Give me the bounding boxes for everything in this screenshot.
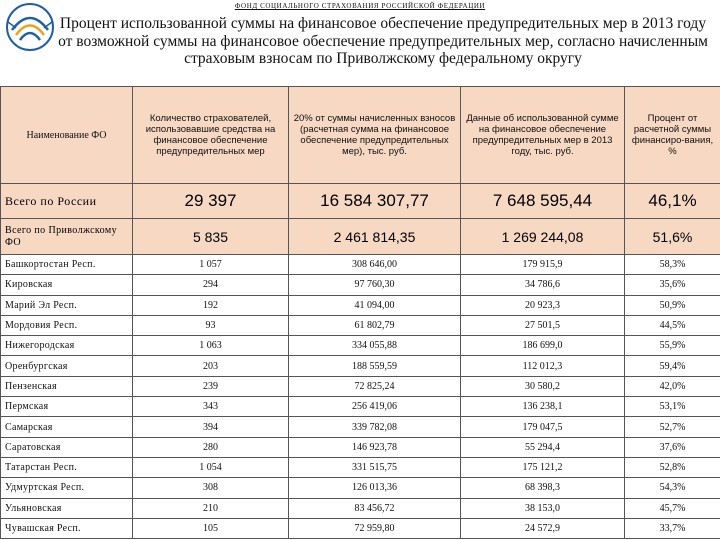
column-header-percent: Процент от расчетной суммы финансиро-вания, % — [625, 87, 720, 184]
row-name: Всего по России — [1, 184, 133, 219]
row-percent: 52,8% — [625, 457, 720, 477]
row-percent: 44,5% — [625, 315, 720, 335]
row-calculated-sum: 61 802,79 — [289, 315, 461, 335]
row-calculated-sum: 97 760,30 — [289, 275, 461, 295]
row-used-sum: 179 047,5 — [461, 417, 625, 437]
table-row — [1, 356, 720, 376]
table-row — [1, 457, 720, 477]
table-row — [1, 498, 720, 518]
row-percent: 51,6% — [625, 219, 720, 255]
table-row — [1, 295, 720, 315]
table-header-row — [1, 87, 720, 184]
row-percent: 50,9% — [625, 295, 720, 315]
row-used-sum: 136 238,1 — [461, 397, 625, 417]
row-percent: 45,7% — [625, 498, 720, 518]
table-row — [1, 417, 720, 437]
row-name: Ульяновская — [1, 498, 133, 518]
page-title: Процент использованной суммы на финансовое обеспечение предупредительных мер в 2013 году от возможной суммы на финансовое обеспечение предупредительных мер, согласно начисленным страховым взносам по Приволжскому федеральному округу — [58, 15, 708, 67]
row-count: 105 — [133, 518, 289, 538]
row-name: Оренбургская — [1, 356, 133, 376]
table-row — [1, 376, 720, 396]
column-header-count: Количество страхователей, использовавшие средства на финансовое обеспечение предупредительных мер — [133, 87, 289, 184]
table-row — [1, 255, 720, 275]
column-header-used-sum: Данные об использованной сумме на финансовое обеспечение предупредительных мер в 2013 году, тыс. руб. — [461, 87, 625, 184]
row-calculated-sum: 308 646,00 — [289, 255, 461, 275]
row-used-sum: 34 786,6 — [461, 275, 625, 295]
page-header — [0, 0, 720, 88]
row-name: Кировская — [1, 275, 133, 295]
row-name: Марий Эл Респ. — [1, 295, 133, 315]
table-row — [1, 397, 720, 417]
row-used-sum: 179 915,9 — [461, 255, 625, 275]
row-calculated-sum: 72 825,24 — [289, 376, 461, 396]
row-calculated-sum: 83 456,72 — [289, 498, 461, 518]
row-count: 1 063 — [133, 336, 289, 356]
table-row — [1, 478, 720, 498]
row-name: Всего по Приволжскому ФО — [1, 219, 133, 255]
column-header-calculated-sum: 20% от суммы начисленных взносов (расчетная сумма на финансовое обеспечение предупредительных мер), тыс. руб. — [289, 87, 461, 184]
row-calculated-sum: 41 094,00 — [289, 295, 461, 315]
total-volga-row — [1, 219, 720, 255]
row-calculated-sum: 339 782,08 — [289, 417, 461, 437]
row-calculated-sum: 188 559,59 — [289, 356, 461, 376]
row-used-sum: 30 580,2 — [461, 376, 625, 396]
row-name: Пермская — [1, 397, 133, 417]
row-used-sum: 7 648 595,44 — [461, 184, 625, 219]
row-name: Удмуртская Респ. — [1, 478, 133, 498]
row-name: Нижегородская — [1, 336, 133, 356]
row-name: Саратовская — [1, 437, 133, 457]
row-used-sum: 20 923,3 — [461, 295, 625, 315]
row-percent: 52,7% — [625, 417, 720, 437]
row-used-sum: 112 012,3 — [461, 356, 625, 376]
row-name: Мордовия Респ. — [1, 315, 133, 335]
total-russia-row — [1, 184, 720, 219]
row-calculated-sum: 72 959,80 — [289, 518, 461, 538]
row-count: 93 — [133, 315, 289, 335]
row-percent: 35,6% — [625, 275, 720, 295]
row-used-sum: 68 398,3 — [461, 478, 625, 498]
row-percent: 58,3% — [625, 255, 720, 275]
row-percent: 59,4% — [625, 356, 720, 376]
row-used-sum: 186 699,0 — [461, 336, 625, 356]
row-calculated-sum: 146 923,78 — [289, 437, 461, 457]
row-count: 394 — [133, 417, 289, 437]
row-name: Самарская — [1, 417, 133, 437]
row-count: 280 — [133, 437, 289, 457]
row-name: Татарстан Респ. — [1, 457, 133, 477]
data-table — [0, 86, 720, 539]
row-percent: 37,6% — [625, 437, 720, 457]
row-percent: 46,1% — [625, 184, 720, 219]
row-name: Чувашская Респ. — [1, 518, 133, 538]
row-count: 343 — [133, 397, 289, 417]
row-count: 1 054 — [133, 457, 289, 477]
row-percent: 42,0% — [625, 376, 720, 396]
row-used-sum: 24 572,9 — [461, 518, 625, 538]
row-count: 203 — [133, 356, 289, 376]
table-row — [1, 518, 720, 538]
row-count: 192 — [133, 295, 289, 315]
table-row — [1, 437, 720, 457]
row-count: 29 397 — [133, 184, 289, 219]
row-count: 239 — [133, 376, 289, 396]
row-calculated-sum: 126 013,36 — [289, 478, 461, 498]
row-used-sum: 175 121,2 — [461, 457, 625, 477]
row-count: 308 — [133, 478, 289, 498]
row-count: 294 — [133, 275, 289, 295]
row-used-sum: 55 294,4 — [461, 437, 625, 457]
row-name: Башкортостан Респ. — [1, 255, 133, 275]
row-count: 5 835 — [133, 219, 289, 255]
row-used-sum: 27 501,5 — [461, 315, 625, 335]
row-count: 210 — [133, 498, 289, 518]
table-row — [1, 336, 720, 356]
row-calculated-sum: 16 584 307,77 — [289, 184, 461, 219]
row-percent: 55,9% — [625, 336, 720, 356]
row-percent: 54,3% — [625, 478, 720, 498]
row-used-sum: 38 153,0 — [461, 498, 625, 518]
row-percent: 53,1% — [625, 397, 720, 417]
table-row — [1, 315, 720, 335]
row-used-sum: 1 269 244,08 — [461, 219, 625, 255]
column-header-name: Наименование ФО — [1, 87, 133, 184]
row-calculated-sum: 2 461 814,35 — [289, 219, 461, 255]
row-name: Пензенская — [1, 376, 133, 396]
row-calculated-sum: 256 419,06 — [289, 397, 461, 417]
organization-name: ФОНД СОЦИАЛЬНОГО СТРАХОВАНИЯ РОССИЙСКОЙ ФЕДЕРАЦИИ — [234, 2, 486, 10]
row-count: 1 057 — [133, 255, 289, 275]
row-calculated-sum: 331 515,75 — [289, 457, 461, 477]
row-calculated-sum: 334 055,88 — [289, 336, 461, 356]
row-percent: 33,7% — [625, 518, 720, 538]
table-row — [1, 275, 720, 295]
